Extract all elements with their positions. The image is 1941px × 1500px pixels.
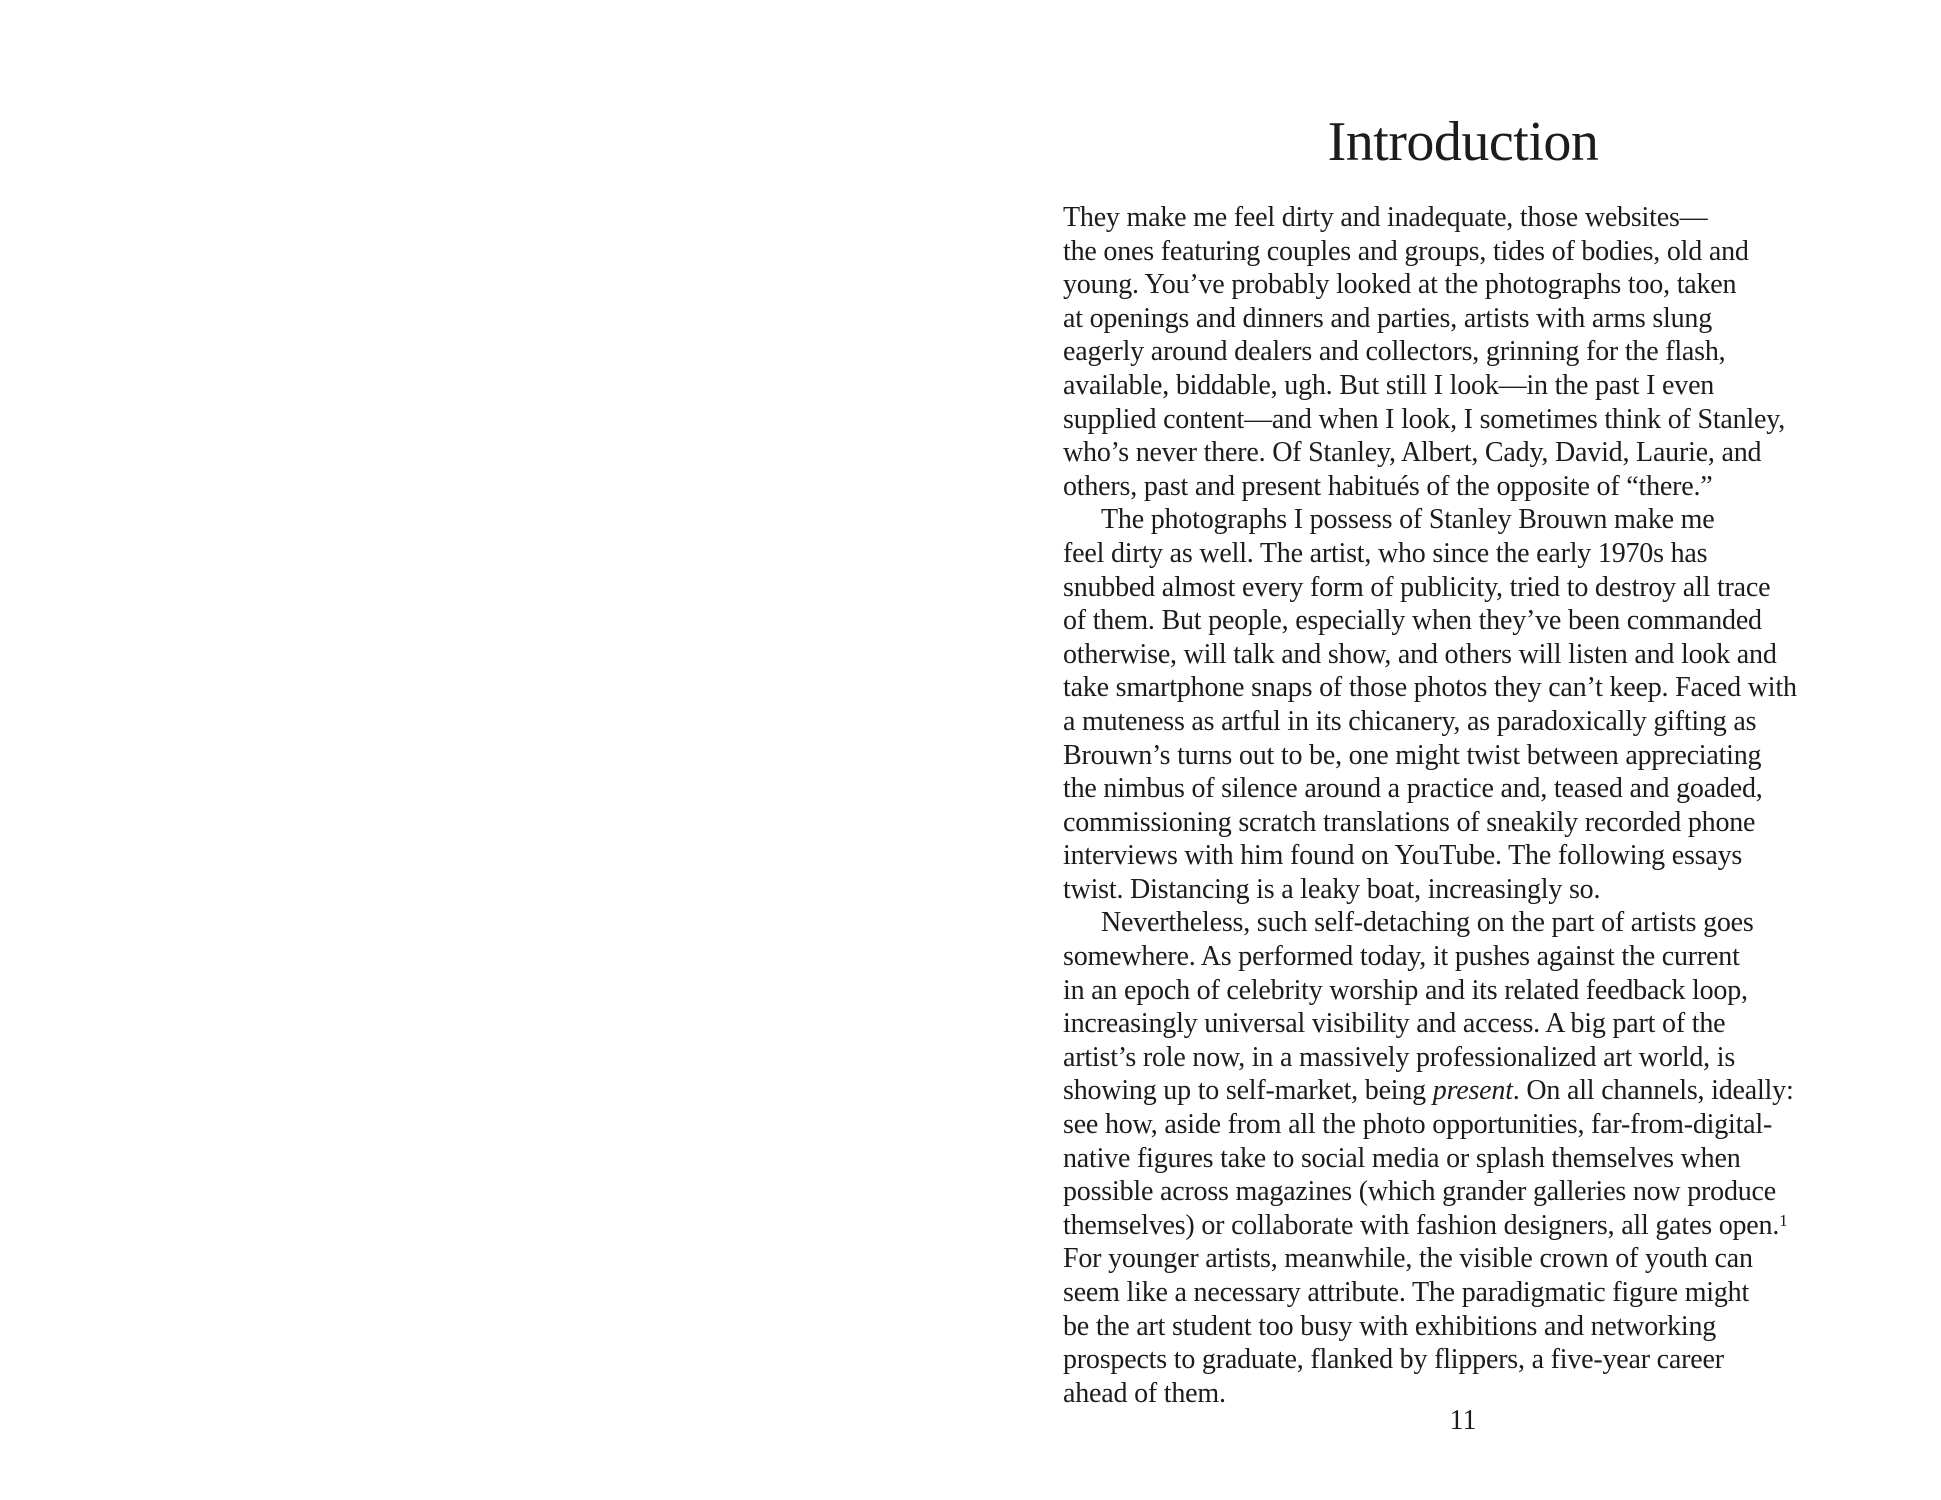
page-title: Introduction	[1327, 110, 1599, 173]
text-line: Nevertheless, such self-detaching on the part of artists goes	[1101, 907, 1754, 939]
text-line: increasingly universal visibility and access. A big part of the	[1063, 1008, 1726, 1040]
text-line: snubbed almost every form of publicity, tried to destroy all trace	[1063, 571, 1771, 603]
text-line: be the art student too busy with exhibitions and networking	[1063, 1310, 1717, 1342]
text-line: who’s never there. Of Stanley, Albert, Cady, David, Laurie, and	[1063, 437, 1762, 469]
text-line: somewhere. As performed today, it pushes against the current	[1063, 941, 1740, 973]
text-line: The photographs I possess of Stanley Brouwn make me	[1101, 504, 1715, 536]
text-line: feel dirty as well. The artist, who since the early 1970s has	[1063, 537, 1708, 569]
footnote-reference: 1	[1779, 1211, 1788, 1231]
body-text	[1063, 201, 1863, 1410]
text-line: For younger artists, meanwhile, the visible crown of youth can	[1063, 1243, 1753, 1275]
text-segment: . On all channels, ideally:	[1512, 1075, 1794, 1107]
text-line: twist. Distancing is a leaky boat, increasingly so.	[1063, 873, 1601, 905]
text-line: native figures take to social media or splash themselves when	[1063, 1142, 1741, 1174]
text-segment: themselves) or collaborate with fashion designers, all gates open.	[1063, 1209, 1780, 1241]
text-line: available, biddable, ugh. But still I look—in the past I even	[1063, 369, 1715, 401]
text-line: others, past and present habitués of the opposite of “there.”	[1063, 470, 1713, 502]
text-line: a muteness as artful in its chicanery, as paradoxically gifting as	[1063, 705, 1757, 737]
text-line: interviews with him found on YouTube. The following essays	[1063, 840, 1743, 872]
text-line: commissioning scratch translations of sneakily recorded phone	[1063, 806, 1756, 838]
italic-word: present	[1432, 1075, 1513, 1107]
text-line: otherwise, will talk and show, and others will listen and look and	[1063, 638, 1777, 670]
text-line	[1063, 1074, 1863, 1108]
text-line	[1063, 1209, 1863, 1243]
text-line: possible across magazines (which grander galleries now produce	[1063, 1176, 1777, 1208]
text-line: the ones featuring couples and groups, tides of bodies, old and	[1063, 235, 1749, 267]
text-line: see how, aside from all the photo opportunities, far-from-digital-	[1063, 1109, 1773, 1141]
text-line: supplied content—and when I look, I sometimes think of Stanley,	[1063, 403, 1786, 435]
text-line: seem like a necessary attribute. The paradigmatic figure might	[1063, 1277, 1750, 1308]
text-line: prospects to graduate, flanked by flippers, a five-year career	[1063, 1344, 1724, 1376]
text-line: ahead of them.	[1063, 1377, 1226, 1409]
text-line: artist’s role now, in a massively professionalized art world, is	[1063, 1041, 1736, 1073]
text-line: the nimbus of silence around a practice and, teased and goaded,	[1063, 773, 1763, 805]
text-line: of them. But people, especially when they’ve been commanded	[1063, 605, 1762, 637]
text-segment: showing up to self-market, being	[1063, 1075, 1433, 1107]
text-line: at openings and dinners and parties, artists with arms slung	[1063, 302, 1712, 334]
text-line: take smartphone snaps of those photos they can’t keep. Faced with	[1063, 672, 1797, 704]
text-line: Brouwn’s turns out to be, one might twist between appreciating	[1063, 739, 1762, 771]
text-line: eagerly around dealers and collectors, grinning for the flash,	[1063, 336, 1726, 368]
text-line: They make me feel dirty and inadequate, those websites—	[1063, 202, 1708, 233]
text-line: young. You’ve probably looked at the photographs too, taken	[1063, 269, 1737, 301]
text-line: in an epoch of celebrity worship and its related feedback loop,	[1063, 974, 1748, 1006]
page-number: 11	[1449, 1405, 1477, 1436]
